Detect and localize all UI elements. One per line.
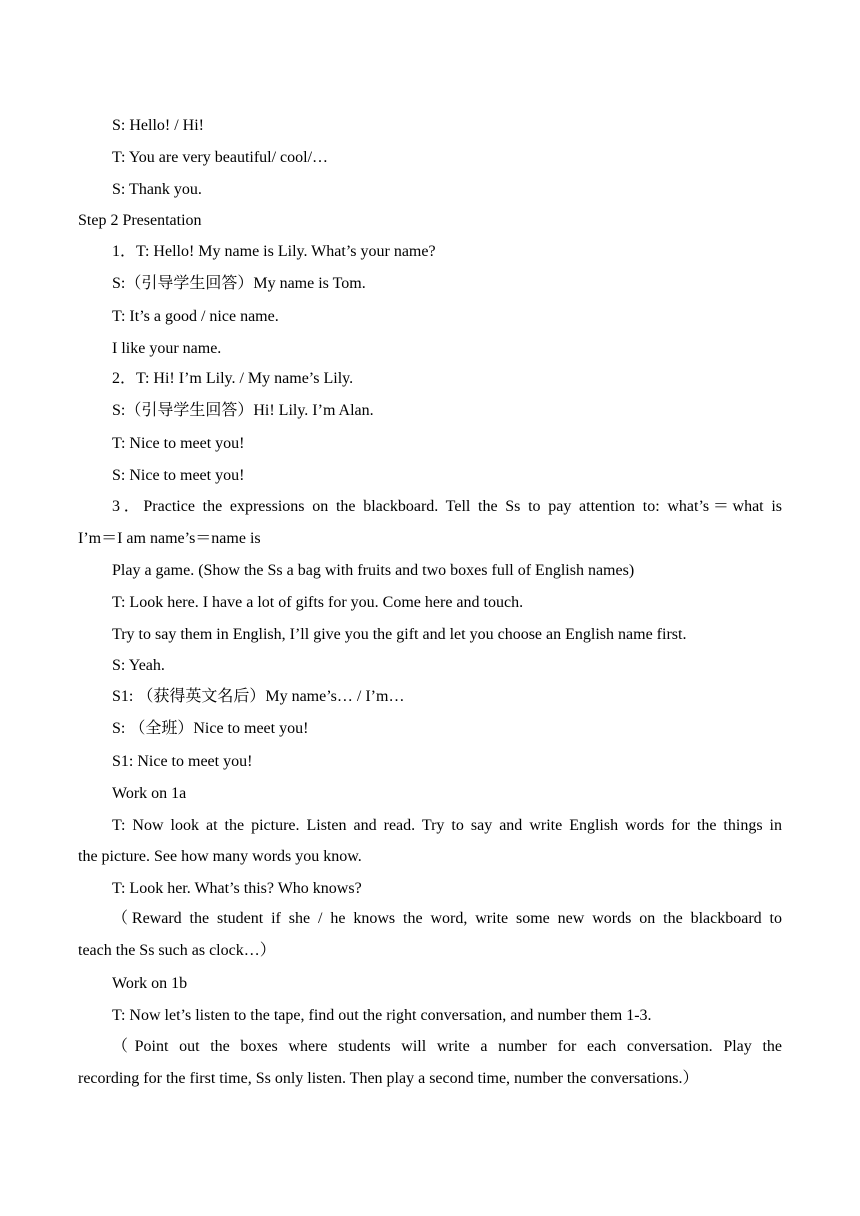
text-line: S: Nice to meet you! <box>112 467 245 484</box>
text-line: I’m＝I am name’s＝name is <box>78 530 261 547</box>
text-line: S: Hello! / Hi! <box>112 117 204 134</box>
text-line: Play a game. (Show the Ss a bag with fruits and two boxes full of English names) <box>112 562 635 579</box>
text-line: S: （全班）Nice to meet you! <box>112 720 309 737</box>
text-line: teach the Ss such as clock…） <box>78 942 276 959</box>
text-line: the picture. See how many words you know. <box>78 848 362 865</box>
text-line: 2．T: Hi! I’m Lily. / My name’s Lily. <box>112 370 354 387</box>
text-line: S:（引导学生回答）My name is Tom. <box>112 275 366 292</box>
text-line: T: Now look at the picture. Listen and read. Try to say and write English words for the things in <box>112 817 782 834</box>
text-line: Try to say them in English, I’ll give you the gift and let you choose an English name first. <box>112 626 687 643</box>
text-line: T: Look here. I have a lot of gifts for you. Come here and touch. <box>112 594 524 611</box>
text-line: I like your name. <box>112 340 222 357</box>
text-line: T: Look her. What’s this? Who knows? <box>112 880 362 897</box>
text-line: S1: Nice to meet you! <box>112 753 253 770</box>
text-line: T: Nice to meet you! <box>112 435 245 452</box>
text-line: S1: （获得英文名后）My name’s… / I’m… <box>112 688 405 705</box>
text-line: 3．Practice the expressions on the blackboard. Tell the Ss to pay attention to: what’s＝what is <box>112 498 782 515</box>
text-line: S:（引导学生回答）Hi! Lily. I’m Alan. <box>112 402 374 419</box>
text-line: 1．T: Hello! My name is Lily. What’s your name? <box>112 243 436 260</box>
text-line: （Point out the boxes where students will write a number for each conversation. Play the <box>112 1038 782 1055</box>
subsection-heading: Work on 1b <box>112 975 188 992</box>
section-heading: Step 2 Presentation <box>78 212 202 229</box>
subsection-heading: Work on 1a <box>112 785 187 802</box>
text-line: S: Thank you. <box>112 181 202 198</box>
text-line: S: Yeah. <box>112 657 165 674</box>
text-line: T: Now let’s listen to the tape, find out the right conversation, and number them 1-3. <box>112 1007 652 1024</box>
text-line: recording for the first time, Ss only listen. Then play a second time, number the conversations.） <box>78 1070 699 1087</box>
text-line: （Reward the student if she / he knows the word, write some new words on the blackboard to <box>112 910 782 927</box>
text-line: T: You are very beautiful/ cool/… <box>112 149 329 166</box>
text-line: T: It’s a good / nice name. <box>112 308 279 325</box>
